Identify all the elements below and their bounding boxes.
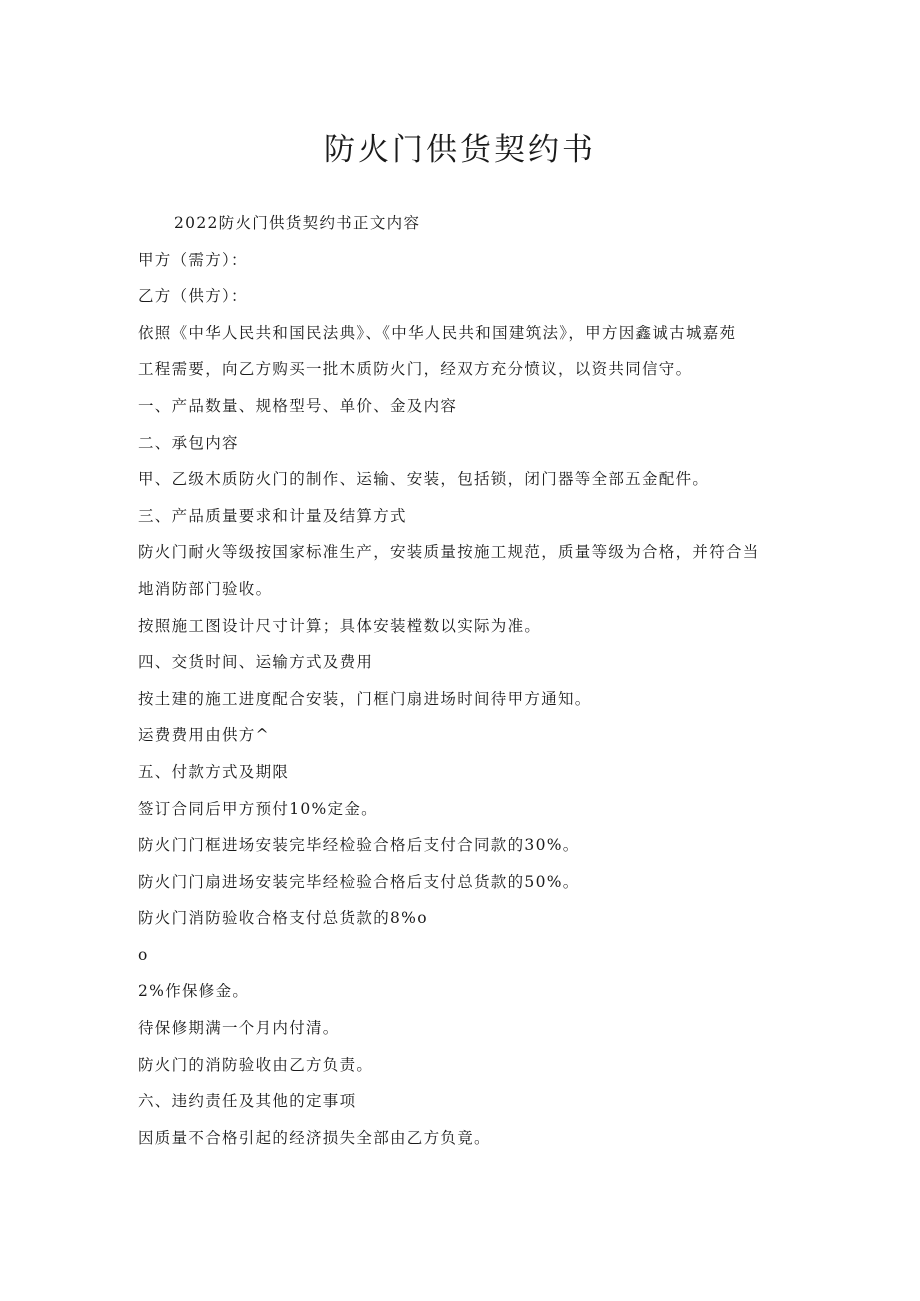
section-heading: 一、产品数量、规格型号、单价、金及内容 xyxy=(138,396,458,415)
paragraph-line: 甲方（需方）： xyxy=(138,250,248,269)
paragraph-line: 防火门的消防验收由乙方负责。 xyxy=(138,1055,374,1074)
paragraph-line: 防火门耐火等级按国家标准生产，安装质量按施工规范，质量等级为合格，并符合当 xyxy=(138,543,760,562)
section-heading: 二、承包内容 xyxy=(138,433,239,452)
paragraph-line: 防火门消防验收合格支付总货款的8%o xyxy=(138,909,428,928)
section-heading: 五、付款方式及期限 xyxy=(138,762,290,781)
paragraph-line: 甲、乙级木质防火门的制作、运输、安装，包括锁，闭门器等全部五金配件。 xyxy=(138,470,710,489)
paragraph-line: 运费费用由供方^ xyxy=(138,726,270,745)
section-heading: 四、交货时间、运输方式及费用 xyxy=(138,653,374,672)
section-heading: 三、产品质量要求和计量及结算方式 xyxy=(138,506,407,525)
paragraph-line: 防火门门扇进场安装完毕经检验合格后支付总货款的50%。 xyxy=(138,872,580,891)
paragraph-line: 防火门门框进场安装完毕经检验合格后支付合同款的30%。 xyxy=(138,836,580,855)
paragraph-line: 签订合同后甲方预付10%定金。 xyxy=(138,799,378,818)
paragraph-line: 因质量不合格引起的经济损失全部由乙方负竟。 xyxy=(138,1128,491,1147)
paragraph-line: 依照《中华人民共和国民法典》、《中华人民共和国建筑法》，甲方因鑫诚古城嘉苑 xyxy=(138,323,737,342)
paragraph-line: o xyxy=(138,945,149,964)
paragraph-line: 按照施工图设计尺寸计算；具体安装樘数以实际为准。 xyxy=(138,616,542,635)
paragraph-line: 按土建的施工进度配合安装，门框门扇进场时间待甲方通知。 xyxy=(138,689,592,708)
paragraph-line: 乙方（供方）： xyxy=(138,287,248,306)
document-body xyxy=(138,205,798,1156)
paragraph-line: 工程需要，向乙方购买一批木质防火门，经双方充分愤议，以资共同信守。 xyxy=(138,360,693,379)
section-heading: 六、违约责任及其他的定事项 xyxy=(138,1092,357,1111)
paragraph-line: 2022防火门供货契约书正文内容 xyxy=(174,214,421,232)
document-title: 防火门供货契约书 xyxy=(324,132,596,168)
paragraph-line: 待保修期满一个月内付清。 xyxy=(138,1019,340,1038)
paragraph-line: 2%作保修金。 xyxy=(138,982,250,1001)
paragraph-line: 地消防部门验收。 xyxy=(138,579,273,598)
